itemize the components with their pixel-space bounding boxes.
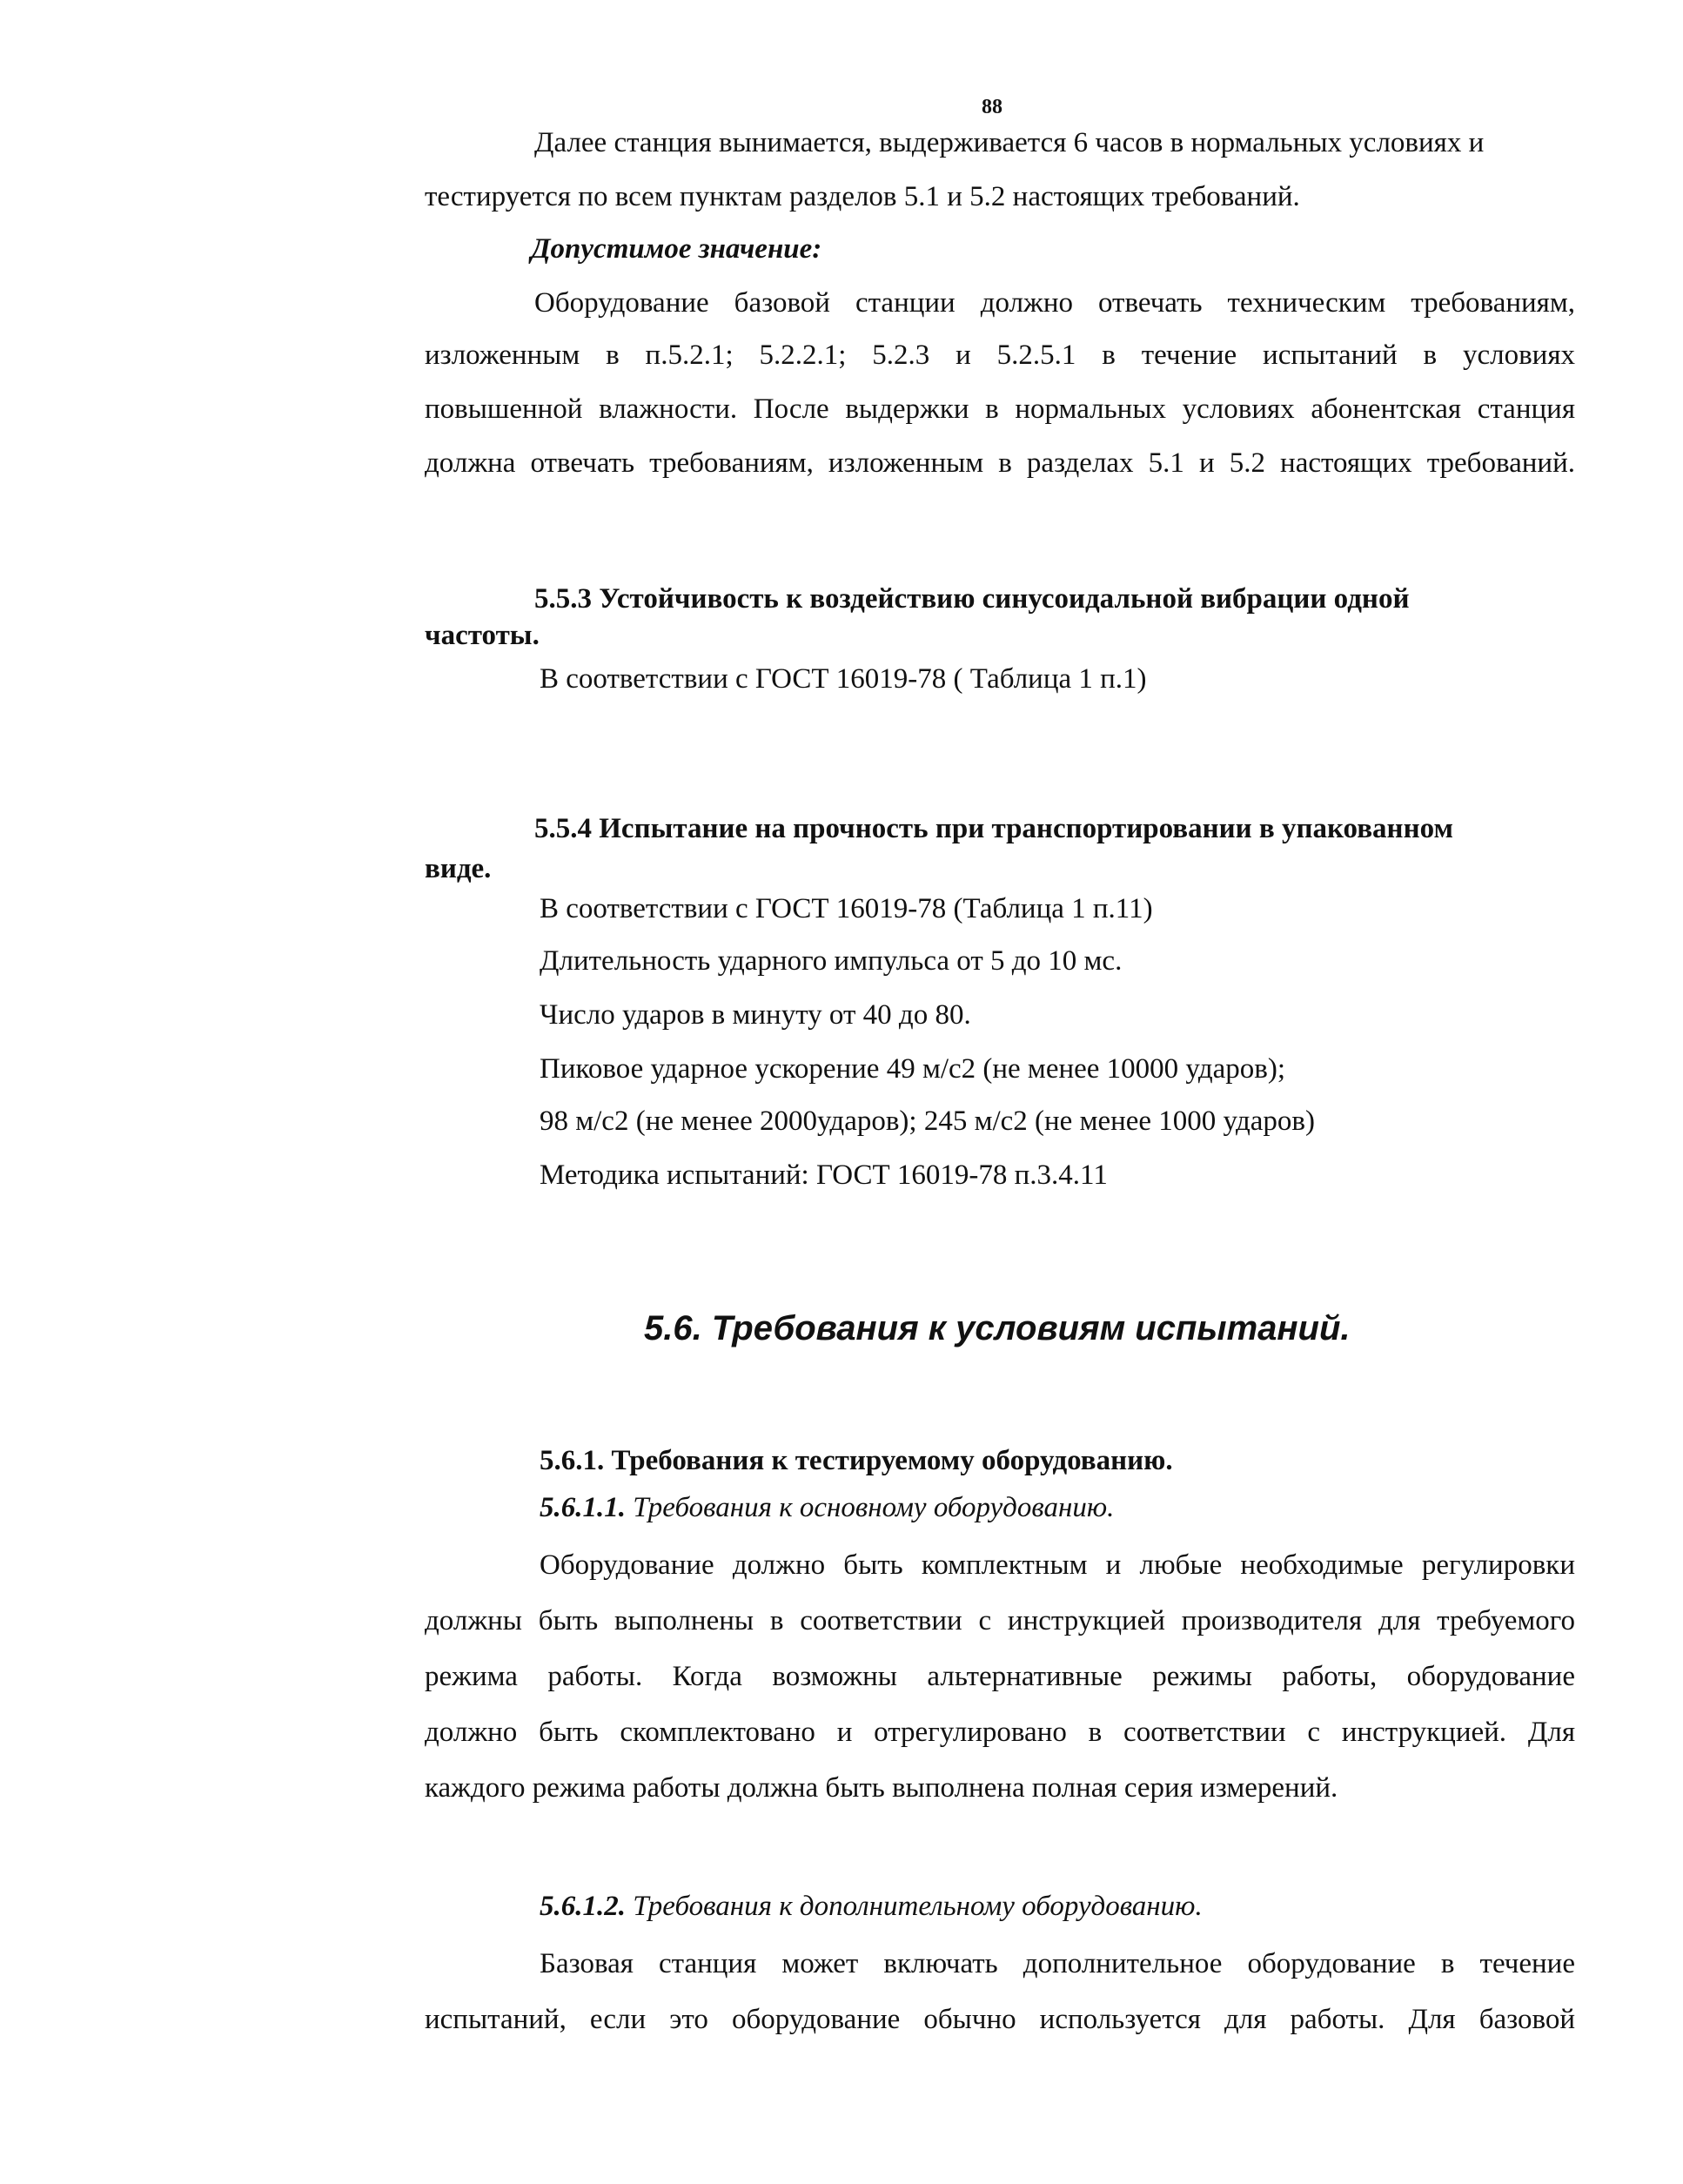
section-5-6-1-1-title [540, 1490, 1114, 1525]
allowed-value-label: Допустимое значение: [531, 233, 822, 265]
section-5-6-1-2-number: 5.6.1.2. [540, 1891, 626, 1922]
section-5-5-4-line: В соответствии с ГОСТ 16019-78 (Таблица 1 п.11) [540, 893, 1153, 924]
section-5-5-4-line: Методика испытаний: ГОСТ 16019-78 п.3.4.11 [540, 1159, 1108, 1191]
section-5-5-4-title: 5.5.4 Испытание на прочность при транспортировании в упакованном [534, 813, 1453, 844]
section-5-5-3-text: В соответствии с ГОСТ 16019-78 ( Таблица 1 п.1) [540, 663, 1147, 695]
para2-line2: изложенным в п.5.2.1; 5.2.2.1; 5.2.3 и 5.2.5.1 в течение испытаний в условиях [425, 339, 1575, 371]
section-5-6-1-1-para-line: режима работы. Когда возможны альтернативные режимы работы, оборудование [425, 1661, 1575, 1692]
para1-line1: Далее станция вынимается, выдерживается 6 часов в нормальных условиях и [534, 127, 1485, 158]
section-5-6-1-2-text: Требования к дополнительному оборудованию. [633, 1891, 1203, 1922]
section-5-5-4-line: Пиковое ударное ускорение 49 м/с2 (не менее 10000 ударов); [540, 1053, 1286, 1085]
page-number: 88 [982, 96, 1002, 118]
section-5-5-3-title: 5.5.3 Устойчивость к воздействию синусоидальной вибрации одной [534, 583, 1410, 615]
section-5-6-1-1-para-line: каждого режима работы должна быть выполнена полная серия измерений. [425, 1772, 1338, 1804]
section-5-5-4-title-cont: виде. [425, 853, 492, 884]
para2-line1: Оборудование базовой станции должно отвечать техническим требованиям, [534, 287, 1575, 319]
section-5-6-1-title: 5.6.1. Требования к тестируемому оборудованию. [540, 1445, 1173, 1476]
section-5-6-1-1-para-line: должно быть скомплектовано и отрегулировано в соответствии с инструкцией. Для [425, 1717, 1575, 1748]
section-5-6-1-1-text: Требования к основному оборудованию. [633, 1492, 1115, 1523]
section-5-6-heading: 5.6. Требования к условиям испытаний. [644, 1309, 1351, 1347]
para1-line2: тестируется по всем пунктам разделов 5.1 и 5.2 настоящих требований. [425, 181, 1300, 212]
section-5-5-4-line: 98 м/с2 (не менее 2000ударов); 245 м/с2 (не менее 1000 ударов) [540, 1105, 1315, 1137]
para2-line3: повышенной влажности. После выдержки в нормальных условиях абонентская станция [425, 393, 1575, 425]
section-5-6-1-1-para-line: Оборудование должно быть комплектным и любые необходимые регулировки [540, 1549, 1575, 1581]
section-5-5-3-title-cont: частоты. [425, 620, 540, 651]
section-5-5-4-line: Длительность ударного импульса от 5 до 10 мс. [540, 945, 1123, 977]
section-5-6-1-1-para-line: должны быть выполнены в соответствии с инструкцией производителя для требуемого [425, 1605, 1575, 1636]
section-5-6-1-2-para-line: испытаний, если это оборудование обычно используется для работы. Для базовой [425, 2004, 1575, 2035]
section-5-5-4-line: Число ударов в минуту от 40 до 80. [540, 999, 971, 1031]
section-5-6-1-1-number: 5.6.1.1. [540, 1492, 626, 1523]
section-5-6-1-2-title [540, 1889, 1203, 1924]
para2-line4: должна отвечать требованиям, изложенным в разделах 5.1 и 5.2 настоящих требований. [425, 447, 1575, 479]
section-5-6-1-2-para-line: Базовая станция может включать дополнительное оборудование в течение [540, 1948, 1575, 1979]
